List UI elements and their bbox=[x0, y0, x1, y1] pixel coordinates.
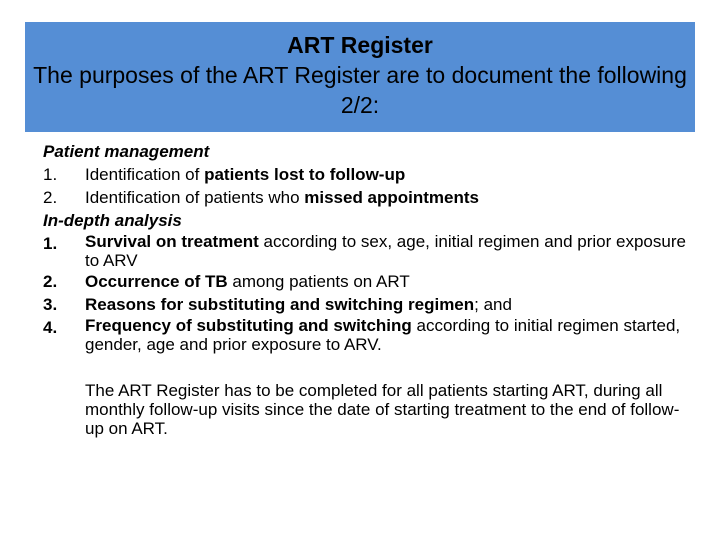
list-number: 1. bbox=[43, 234, 58, 253]
section-heading-in-depth-analysis: In-depth analysis bbox=[43, 211, 182, 230]
slide-subtitle: The purposes of the ART Register are to document the following 2/2: bbox=[33, 62, 687, 118]
slide-title: ART Register bbox=[287, 32, 433, 58]
item-emphasis: Reasons for substituting and switching regimen bbox=[85, 295, 475, 314]
section-heading-patient-management: Patient management bbox=[43, 142, 210, 161]
list-number: 4. bbox=[43, 318, 58, 337]
item-text: Identification of patients who bbox=[85, 188, 305, 207]
item-text: Identification of bbox=[85, 165, 205, 184]
register-note: The ART Register has to be completed for all patients starting ART, during all monthly follow-up visits since the date of starting treatment to the end of follow-up on ART. bbox=[85, 381, 680, 438]
list-number: 3. bbox=[43, 295, 58, 314]
item-text-tail: ; and bbox=[474, 295, 512, 314]
list-item bbox=[43, 163, 693, 186]
list-item bbox=[43, 293, 693, 316]
item-emphasis: missed appointments bbox=[304, 188, 480, 207]
item-emphasis: Survival on treatment bbox=[85, 232, 259, 251]
item-text-tail: according to initial regimen started, gender, age and prior exposure to ARV. bbox=[85, 316, 681, 354]
item-text-tail: among patients on ART bbox=[227, 272, 410, 291]
item-emphasis: Occurrence of TB bbox=[85, 272, 228, 291]
list-item bbox=[43, 270, 693, 293]
list-item bbox=[43, 186, 693, 209]
list-number: 2. bbox=[43, 272, 58, 291]
slide-header bbox=[25, 22, 695, 132]
list-number: 2. bbox=[43, 188, 58, 207]
item-emphasis: patients lost to follow-up bbox=[204, 165, 406, 184]
list-item bbox=[43, 316, 693, 354]
list-number: 1. bbox=[43, 165, 58, 184]
item-text-tail: according to sex, age, initial regimen and prior exposure to ARV bbox=[85, 232, 686, 270]
slide-body bbox=[43, 140, 693, 438]
list-item bbox=[43, 232, 693, 270]
item-emphasis: Frequency of substituting and switching bbox=[85, 316, 412, 335]
